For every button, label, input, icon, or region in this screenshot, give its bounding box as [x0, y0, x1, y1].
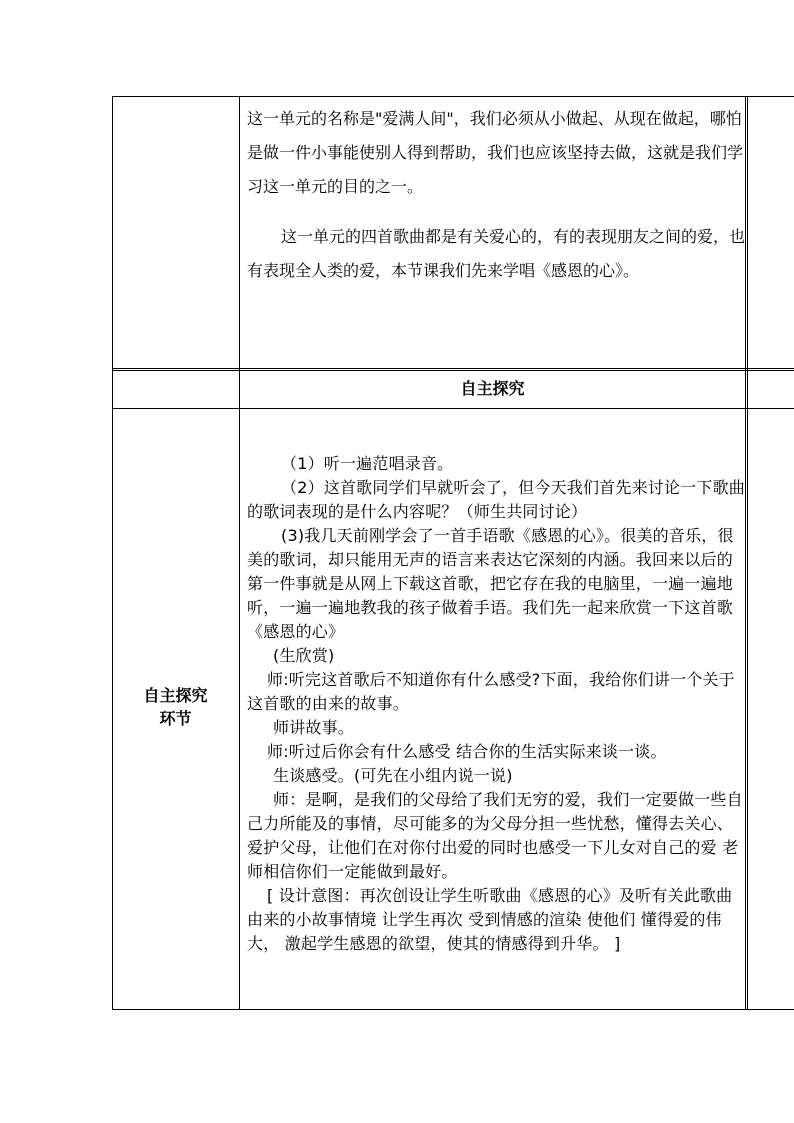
section-header: 自主探究 — [460, 379, 525, 398]
activity-item: （1）听一遍范唱录音。 — [281, 454, 454, 473]
intro-paragraph-2: 这一单元的四首歌曲都是有关爱心的，有的表现朋友之间的爱，也有表现全人类的爱，本节课我们先来学唱《感恩的心》。 — [247, 227, 746, 280]
section-label — [112, 684, 239, 730]
activities-cell — [247, 452, 745, 956]
intro-paragraph-1: 这一单元的名称是"爱满人间"，我们必须从小做起、从现在做起，哪怕是做一件小事能使别人得到帮助，我们也应该坚持去做，这就是我们学习这一单元的目的之一。 — [247, 109, 744, 196]
row-divider-2 — [113, 408, 794, 409]
section-label-line1: 自主探究 — [143, 686, 208, 705]
activity-item: 师：是啊，是我们的父母给了我们无穷的爱，我们一定要做一些自己力所能及的事情，尽可能多的为父母分担一些忧愁，懂得去关心、爱护父母，让他们在对你付出爱的同时也感受一下儿女对自己的爱 老师相信你们一定能做到最好。 — [247, 790, 743, 881]
design-intent: [ 设计意图：再次创设让学生听歌曲《感恩的心》及听有关此歌曲由来的小故事情境 让学生再次 受到情感的渲染 使他们 懂得爱的伟大， 激起学生感恩的欲望，使其的情感得到升华。 ] — [247, 886, 733, 953]
intro-cell — [247, 102, 747, 288]
column-divider-1 — [239, 97, 240, 1009]
activity-item: （2）这首歌同学们早就听会了，但今天我们首先来讨论一下歌曲的歌词表现的是什么内容呢？（师生共同讨论） — [247, 478, 745, 521]
activity-item: (生欣赏) — [273, 646, 335, 665]
activity-item: (3)我几天前刚学会了一首手语歌《感恩的心》。很美的音乐，很美的歌词，却只能用无声的语言来表达它深刻的内涵。我回来以后的第一件事就是从网上下载这首歌，把它存在我的电脑里，一遍一遍地听，一遍一遍地教我的孩子做着手语。我们先一起来欣赏一下这首歌《感恩的心》 — [247, 526, 734, 641]
activity-item: 生谈感受。(可先在小组内说一说) — [273, 766, 513, 785]
section-label-line2: 环节 — [159, 709, 192, 728]
activity-item: 师:听过后你会有什么感受 结合你的生活实际来谈一谈。 — [267, 742, 667, 761]
activity-item: 师:听完这首歌后不知道你有什么感受?下面，我给你们讲一个关于这首歌的由来的故事。 — [247, 670, 735, 713]
activity-item: 师讲故事。 — [273, 718, 355, 737]
